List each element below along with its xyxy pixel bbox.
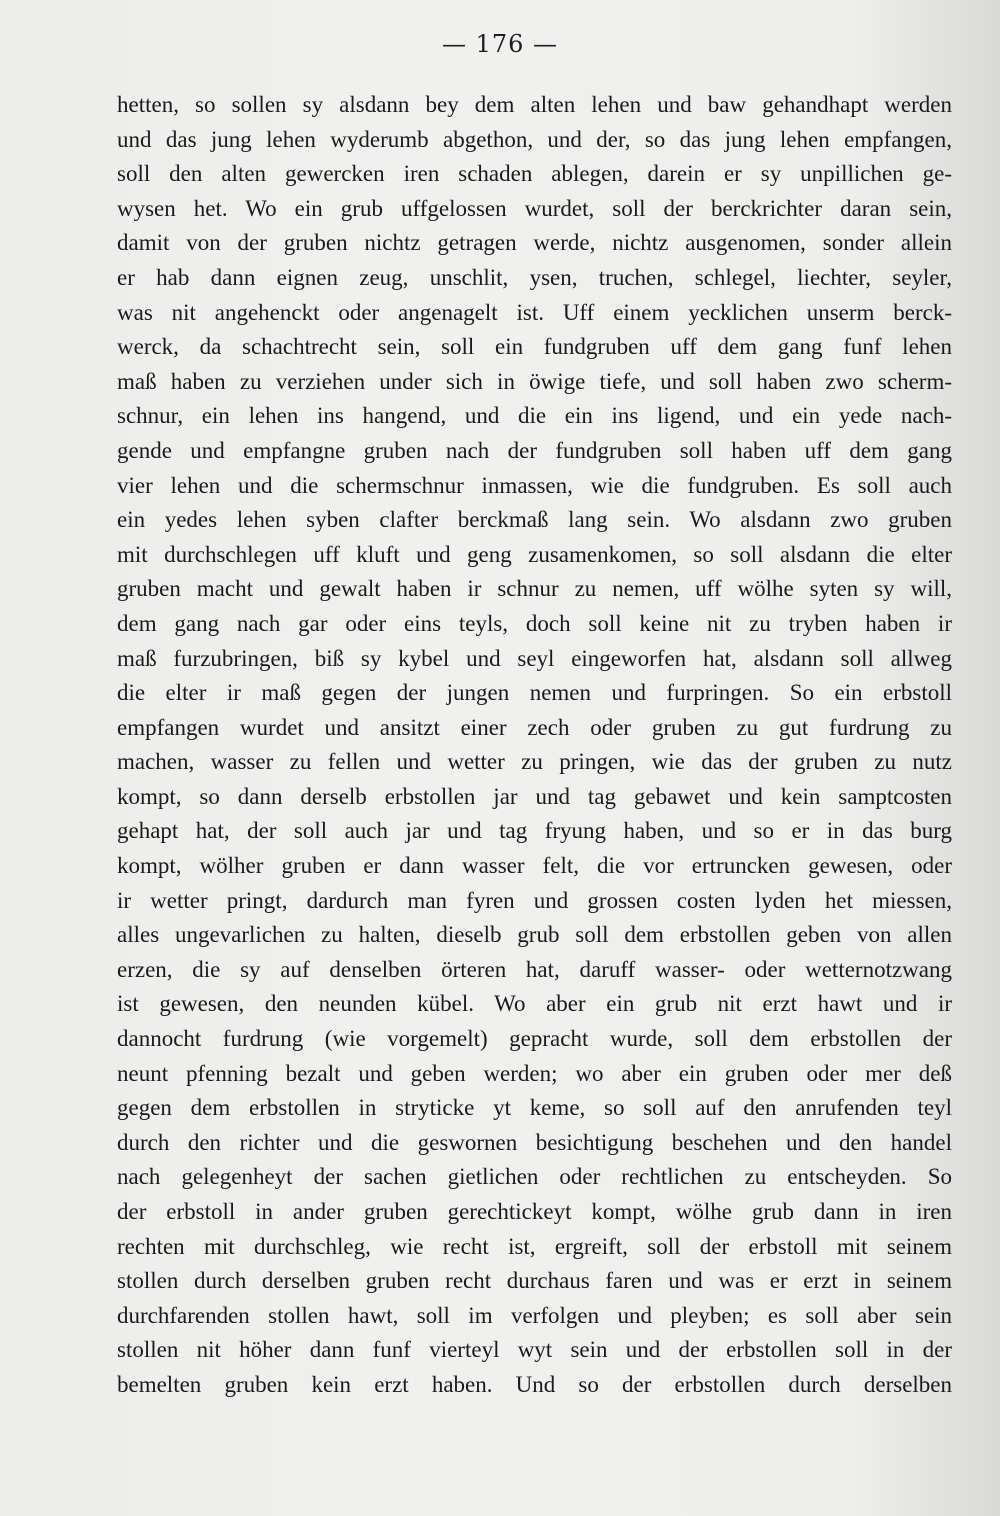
- text-line: gende und empfangne gruben nach der fundgruben soll haben uff dem gang: [117, 437, 952, 463]
- text-line: erzen, die sy auf denselben örteren hat, daruff wasser- oder wetternotzwang: [117, 956, 952, 982]
- text-line: neunt pfenning bezalt und geben werden; wo aber ein gruben oder mer deß: [117, 1060, 952, 1086]
- body-text: [117, 88, 952, 1403]
- text-line: er hab dann eignen zeug, unschlit, ysen, truchen, schlegel, liechter, seyler,: [117, 264, 952, 290]
- text-line: ein yedes lehen syben clafter berckmaß lang sein. Wo alsdann zwo gruben: [117, 507, 952, 533]
- text-line: kompt, wölher gruben er dann wasser felt, die vor ertruncken gewesen, oder: [117, 853, 952, 879]
- text-line: kompt, so dann derselb erbstollen jar und tag gebawet und kein samptcosten: [117, 783, 952, 809]
- text-line: maß furzubringen, biß sy kybel und seyl eingeworfen hat, alsdann soll allweg: [117, 645, 952, 671]
- text-line: rechten mit durchschleg, wie recht ist, ergreift, soll der erbstoll mit seinem: [117, 1233, 952, 1259]
- text-line: nach gelegenheyt der sachen gietlichen oder rechtlichen zu entscheyden. So: [117, 1164, 952, 1190]
- text-line: mit durchschlegen uff kluft und geng zusamenkomen, so soll alsdann die elter: [117, 541, 952, 567]
- text-line: soll den alten gewercken iren schaden ablegen, darein er sy unpillichen ge-: [117, 161, 952, 187]
- text-line: gehapt hat, der soll auch jar und tag fryung haben, und so er in das burg: [117, 818, 952, 844]
- text-line: machen, wasser zu fellen und wetter zu pringen, wie das der gruben zu nutz: [117, 749, 952, 775]
- text-line: die elter ir maß gegen der jungen nemen und furpringen. So ein erbstoll: [117, 680, 952, 706]
- text-line: ist gewesen, den neunden kübel. Wo aber ein grub nit erzt hawt und ir: [117, 991, 952, 1017]
- text-line: dem gang nach gar oder eins teyls, doch soll keine nit zu tryben haben ir: [117, 610, 952, 636]
- text-line: wysen het. Wo ein grub uffgelossen wurdet, soll der berckrichter daran sein,: [117, 195, 952, 221]
- text-line: bemelten gruben kein erzt haben. Und so der erbstollen durch derselben: [117, 1371, 952, 1397]
- text-line: ir wetter pringt, dardurch man fyren und grossen costen lyden het miessen,: [117, 887, 952, 913]
- text-line: alles ungevarlichen zu halten, dieselb grub soll dem erbstollen geben von allen: [117, 922, 952, 948]
- text-line: stollen nit höher dann funf vierteyl wyt sein und der erbstollen soll in der: [117, 1337, 952, 1363]
- text-line: durch den richter und die geswornen besichtigung beschehen und den handel: [117, 1129, 952, 1155]
- text-line: damit von der gruben nichtz getragen werde, nichtz ausgenomen, sonder allein: [117, 230, 952, 256]
- text-line: hetten, so sollen sy alsdann bey dem alten lehen und baw gehandhapt werden: [117, 92, 952, 117]
- text-line: werck, da schachtrecht sein, soll ein fundgruben uff dem gang funf lehen: [117, 334, 952, 360]
- text-line: empfangen wurdet und ansitzt einer zech oder gruben zu gut furdrung zu: [117, 714, 952, 740]
- page-number: — 176 —: [441, 30, 559, 58]
- text-line: dannocht furdrung (wie vorgemelt) gepracht wurde, soll dem erbstollen der: [117, 1026, 952, 1052]
- text-line: gegen dem erbstollen in stryticke yt keme, so soll auf den anrufenden teyl: [117, 1095, 952, 1121]
- text-line: und das jung lehen wyderumb abgethon, und der, so das jung lehen empfangen,: [117, 126, 952, 152]
- text-line: schnur, ein lehen ins hangend, und die ein ins ligend, und ein yede nach-: [117, 403, 952, 429]
- text-line: gruben macht und gewalt haben ir schnur zu nemen, uff wölhe syten sy will,: [117, 576, 952, 602]
- text-line: durchfarenden stollen hawt, soll im verfolgen und pleyben; es soll aber sein: [117, 1302, 952, 1328]
- text-line: maß haben zu verziehen under sich in öwige tiefe, und soll haben zwo scherm-: [117, 368, 952, 394]
- text-line: vier lehen und die schermschnur inmassen, wie die fundgruben. Es soll auch: [117, 472, 952, 498]
- text-line: der erbstoll in ander gruben gerechtickeyt kompt, wölhe grub dann in iren: [117, 1199, 952, 1224]
- text-line: stollen durch derselben gruben recht durchaus faren und was er erzt in seinem: [117, 1268, 952, 1294]
- text-line: was nit angehenckt oder angenagelt ist. Uff einem yecklichen unserm berck-: [117, 299, 952, 325]
